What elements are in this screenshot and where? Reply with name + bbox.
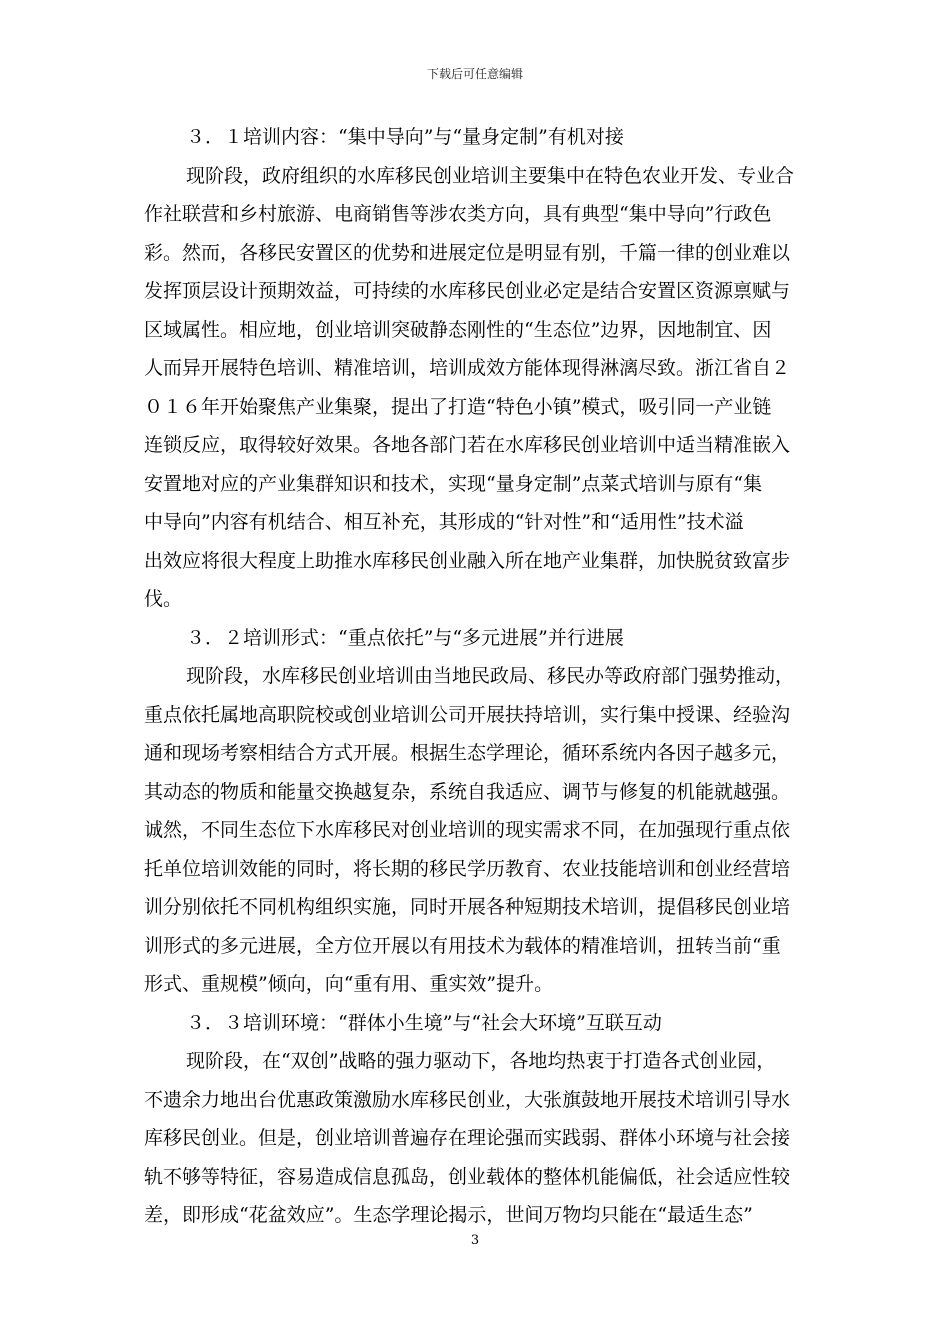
paragraph-line: 轨不够等特征，容易造成信息孤岛，创业载体的整体机能偏低，社会适应性较	[144, 1165, 791, 1188]
paragraph-line: 形式、重规模”倾向，向“重有用、重实效”提升。	[144, 973, 554, 995]
paragraph-line: 差，即形成“花盆效应”。生态学理论揭示，世间万物均只能在“最适生态”	[144, 1204, 753, 1226]
paragraph-line: 训形式的多元进展，全方位开展以有用技术为载体的精准培训，扭转当前“重	[144, 934, 781, 957]
paragraph-line: 其动态的物质和能量交换越复杂，系统自我适应、调节与修复的机能就越强。	[144, 780, 791, 803]
section-heading: ３．３培训环境：“群体小生境”与“社会大环境”互联互动	[186, 1011, 662, 1034]
paragraph-line: 安置地对应的产业集群知识和技术，实现“量身定制”点菜式培训与原有“集	[144, 472, 763, 495]
paragraph-line: 人而异开展特色培训、精准培训，培训成效方能体现得淋漓尽致。浙江省自２	[144, 357, 791, 379]
page-header: 下载后可任意编辑	[426, 67, 523, 81]
paragraph-line: 库移民创业。但是，创业培训普遍存在理论强而实践弱、群体小环境与社会接	[144, 1127, 791, 1149]
section-heading: ３．２培训形式：“重点依托”与“多元进展”并行进展	[186, 626, 624, 649]
paragraph-line: 现阶段，水库移民创业培训由当地民政局、移民办等政府部门强势推动，	[186, 665, 795, 687]
paragraph-line: 托单位培训效能的同时，将长期的移民学历教育、农业技能培训和创业经营培	[144, 857, 791, 880]
paragraph-line: 彩。然而，各移民安置区的优势和进展定位是明显有别，千篇一律的创业难以	[144, 241, 791, 264]
section-heading: ３．１培训内容：“集中导向”与“量身定制”有机对接	[186, 126, 624, 148]
paragraph-line: 重点依托属地高职院校或创业培训公司开展扶持培训，实行集中授课、经验沟	[144, 703, 791, 726]
paragraph-line: 训分别依托不同机构组织实施，同时开展各种短期技术培训，提倡移民创业培	[144, 896, 791, 918]
paragraph-line: 现阶段，在“双创”战略的强力驱动下，各地均热衷于打造各式创业园，	[186, 1050, 776, 1072]
paragraph-line: 作社联营和乡村旅游、电商销售等涉农类方向，具有典型“集中导向”行政色	[144, 203, 772, 225]
paragraph-line: 中导向”内容有机结合、相互补充，其形成的“针对性”和“适用性”技术溢	[144, 511, 744, 533]
paragraph-line: 通和现场考察相结合方式开展。根据生态学理论，循环系统内各因子越多元，	[144, 742, 791, 764]
paragraph-line: 连锁反应，取得较好效果。各地各部门若在水库移民创业培训中适当精准嵌入	[144, 434, 791, 456]
paragraph-line: 伐。	[144, 588, 183, 610]
paragraph-line: ０１６年开始聚焦产业集聚，提出了打造“特色小镇”模式，吸引同一产业链	[144, 395, 772, 418]
paragraph-line: 区域属性。相应地，创业培训突破静态刚性的“生态位”边界，因地制宜、因	[144, 318, 772, 341]
page-number: 3	[470, 1233, 480, 1248]
paragraph-line: 出效应将很大程度上助推水库移民创业融入所在地产业集群，加快脱贫致富步	[144, 549, 791, 572]
paragraph-line: 诚然，不同生态位下水库移民对创业培训的现实需求不同，在加强现行重点依	[144, 819, 791, 841]
paragraph-line: 不遗余力地出台优惠政策激励水库移民创业，大张旗鼓地开展技术培训引导水	[144, 1088, 791, 1111]
document-body	[144, 118, 806, 1235]
paragraph-line: 发挥顶层设计预期效益，可持续的水库移民创业必定是结合安置区资源禀赋与	[144, 280, 791, 302]
paragraph-line: 现阶段，政府组织的水库移民创业培训主要集中在特色农业开发、专业合	[186, 164, 795, 187]
